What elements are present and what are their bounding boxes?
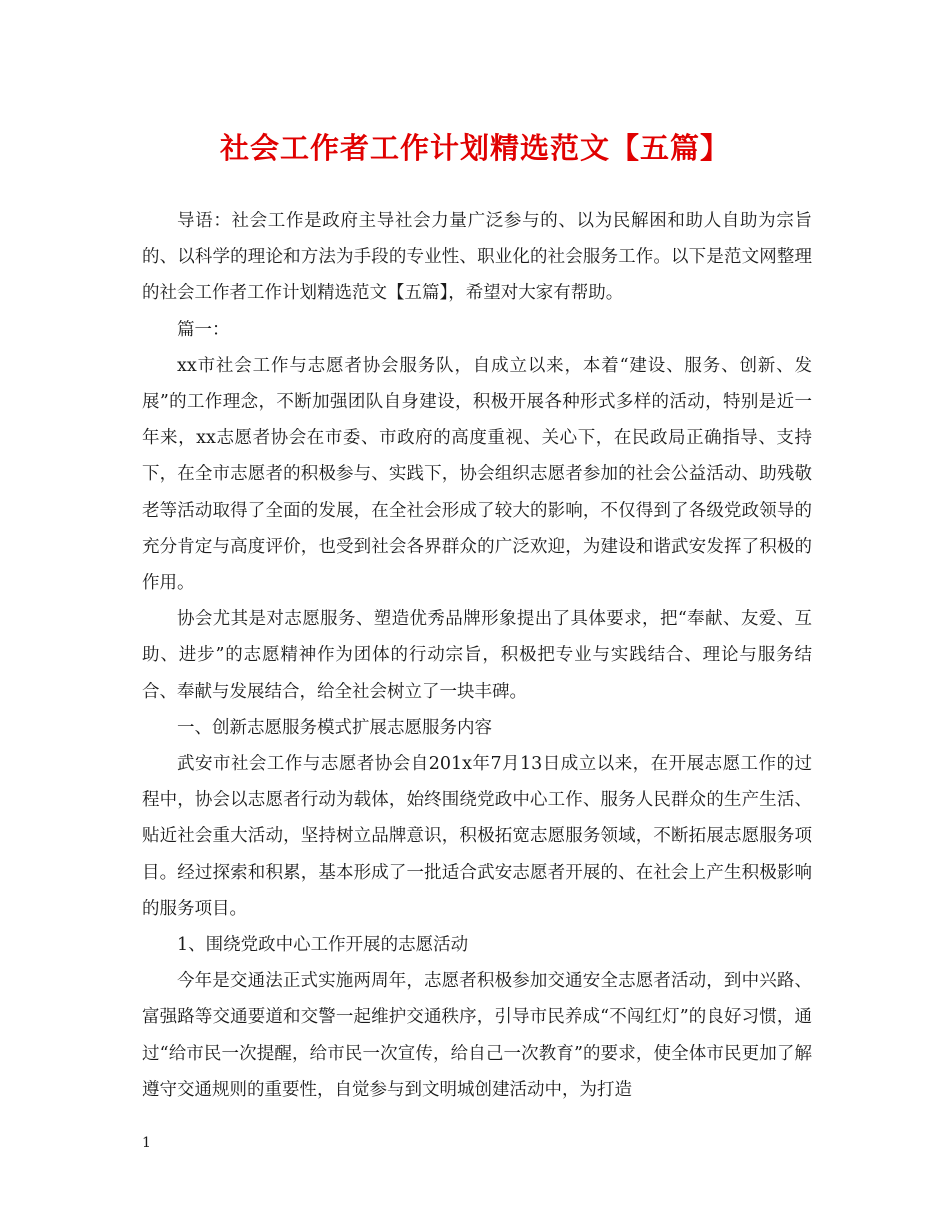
document-body: [142, 203, 812, 1108]
paragraph-section-label: 篇一：: [177, 319, 230, 340]
subsection-heading: 1、围绕党政中心工作开展的志愿活动: [177, 935, 469, 956]
paragraph-intro: 导语：社会工作是政府主导社会力量广泛参与的、以为民解困和助人自助为宗旨的、以科学的理论和方法为手段的专业性、职业化的社会服务工作。以下是范文网整理的社会工作者工作计划精选范文【五篇】，希望对大家有帮助。: [142, 211, 812, 304]
paragraph: 今年是交通法正式实施两周年，志愿者积极参加交通安全志愿者活动，到中兴路、富强路等交通要道和交警一起维护交通秩序，引导市民养成“不闯红灯”的良好习惯，通过“给市民一次提醒，给市民一次宣传，给自己一次教育”的要求，使全体市民更加了解遵守交通规则的重要性，自觉参与到文明城创建活动中，为打造: [142, 971, 812, 1100]
paragraph: 武安市社会工作与志愿者协会自201x年7月13日成立以来，在开展志愿工作的过程中，协会以志愿者行动为载体，始终围绕党政中心工作、服务人民群众的生产生活、贴近社会重大活动，坚持树立品牌意识，积极拓宽志愿服务领域，不断拓展志愿服务项目。经过探索和积累，基本形成了一批适合武安志愿者开展的、在社会上产生积极影响的服务项目。: [142, 754, 812, 919]
paragraph: xx市社会工作与志愿者协会服务队，自成立以来，本着“建设、服务、创新、发展”的工作理念，不断加强团队自身建设，积极开展各种形式多样的活动，特别是近一年来，xx志愿者协会在市委、市政府的高度重视、关心下，在民政局正确指导、支持下，在全市志愿者的积极参与、实践下，协会组织志愿者参加的社会公益活动、助残敬老等活动取得了全面的发展，在全社会形成了较大的影响，不仅得到了各级党政领导的充分肯定与高度评价，也受到社会各界群众的广泛欢迎，为建设和谐武安发挥了积极的作用。: [142, 355, 812, 594]
page-number: 1: [142, 1135, 151, 1151]
document-title: 社会工作者工作计划精选范文【五篇】: [219, 131, 730, 165]
section-heading: 一、创新志愿服务模式扩展志愿服务内容: [177, 717, 492, 738]
paragraph: 协会尤其是对志愿服务、塑造优秀品牌形象提出了具体要求，把“奉献、友爱、互助、进步”的志愿精神作为团体的行动宗旨，积极把专业与实践结合、理论与服务结合、奉献与发展结合，给全社会树立了一块丰碑。: [142, 609, 812, 702]
